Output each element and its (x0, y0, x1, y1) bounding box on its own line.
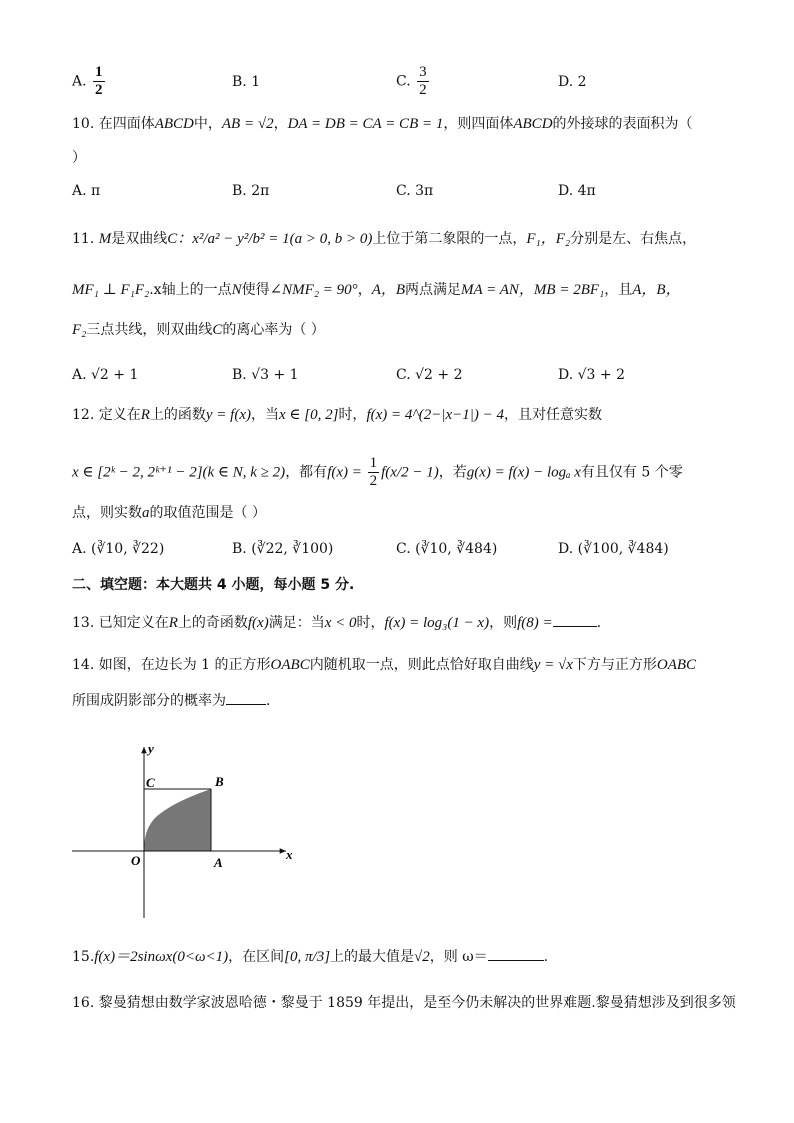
q12-option-a: A. (∛10, ∛22) (72, 541, 165, 557)
q14-answer-blank (226, 692, 266, 705)
q9-option-c-fraction (417, 64, 429, 99)
q13-math: f(x) = log₃(1 − x) (384, 615, 490, 631)
q9-option-c-label: C. (396, 73, 411, 90)
q10-math: DA = DB = CA = CB = 1 (287, 116, 444, 132)
fraction-denominator: 2 (95, 82, 103, 98)
q13-text: 满足：当 (268, 615, 325, 631)
q9-option-a-fraction (93, 64, 105, 99)
axis-label-x: x (286, 847, 293, 862)
q9-option-b: B. 1 (232, 74, 261, 90)
q11-math: ∠NMF₂ = 90° (269, 282, 358, 298)
q15-text: ，则 ω＝ (429, 949, 488, 965)
q10-text: 的外接球的表面积为（ (552, 116, 693, 132)
q12-text: 点，则实数 (72, 505, 142, 521)
q10-text: 中， (193, 116, 222, 132)
q14-math: OABC (270, 657, 310, 673)
q13-text: ，则 (489, 615, 518, 631)
q15-answer-blank (488, 948, 544, 961)
q11-text: 三点共线，则双曲线 (86, 322, 213, 338)
q12-math: a (142, 505, 150, 521)
q10-option-b: B. 2π (232, 183, 270, 199)
q12-text: 12. 定义在 (72, 407, 141, 423)
q14-math: OABC (656, 657, 697, 673)
q13-math: R (168, 615, 178, 631)
shaded-region (144, 789, 211, 851)
q15-text: 15. (72, 949, 95, 965)
q11-line-2 (72, 280, 681, 300)
q12-text: 有且仅有 5 个零 (580, 464, 683, 481)
q11-line-1 (72, 229, 696, 249)
q11-option-a: A. √2 + 1 (72, 367, 139, 383)
q12-text: 时， (338, 407, 367, 423)
q15-math: √2 (414, 949, 430, 965)
q11-math: x²/a² − y²/b² = 1(a > 0, b > 0) (192, 231, 373, 247)
q12-text: ，且对任意实数 (503, 407, 602, 423)
q10-text: 10. 在四面体 (72, 116, 155, 132)
q12-text: ，当 (251, 407, 279, 423)
q11-math: N (231, 282, 242, 298)
q11-text: 的离心率为（ ） (222, 322, 325, 338)
q15-math: [0, π/3] (284, 949, 331, 965)
q12-math: f(x) = 4^(2−|x−1|) − 4 (366, 407, 504, 423)
q15-text: . (543, 949, 549, 965)
q11-text: .x轴上的一点 (149, 282, 232, 298)
q11-option-c: C. √2 + 2 (396, 367, 463, 383)
q13-math: x < 0 (324, 615, 357, 631)
q12-math: R (140, 407, 150, 423)
q14-line-2 (72, 691, 270, 711)
q12-line-2 (72, 455, 683, 490)
q9-option-a (72, 64, 107, 99)
q13-text: 时， (356, 615, 385, 631)
section-heading-fill-in: 二、填空题：本大题共 4 小题，每小题 5 分. (72, 577, 355, 593)
point-label-b: B (215, 774, 224, 789)
q13-answer-blank (553, 614, 597, 627)
fraction-numerator: 1 (95, 64, 103, 80)
q12-math: y = f(x) (205, 407, 251, 423)
q10-math: ABCD (154, 116, 194, 132)
q10-text: ， (273, 116, 288, 132)
q12-text: ，若 (438, 464, 467, 481)
q11-text: 上位于第二象限的一点， (372, 231, 527, 247)
q11-math: MF₁ ⊥ F₁F₂ (72, 282, 150, 298)
axis-label-y: y (148, 741, 154, 756)
q9-option-d: D. 2 (558, 74, 587, 90)
q11-text: 是双曲线 (111, 231, 168, 247)
q12-text: ，都有 (285, 464, 328, 481)
q10-math: AB = √2 (221, 116, 274, 132)
q12-option-b: B. (∛22, ∛100) (232, 541, 334, 557)
q10-close-paren: ） (72, 150, 86, 166)
q13-stem (72, 613, 601, 633)
q9-option-a-label: A. (72, 73, 87, 90)
q11-text: 使得 (241, 282, 270, 298)
q10-option-c: C. 3π (396, 183, 434, 199)
fraction-denominator: 2 (369, 473, 378, 489)
q11-text: ，且 (604, 282, 633, 298)
q10-option-a: A. π (72, 183, 101, 199)
q12-math: x ∈ [2ᵏ − 2, 2ᵏ⁺¹ − 2](k ∈ N, k ≥ 2) (72, 464, 286, 481)
q10-stem (72, 114, 693, 134)
point-label-c: C (146, 775, 155, 790)
q12-math: x ∈ [0, 2] (279, 407, 339, 423)
q13-math: f(8) = (517, 615, 553, 631)
q10-math: ABCD (513, 116, 553, 132)
q11-line-3 (72, 320, 325, 340)
q10-option-d: D. 4π (558, 183, 596, 199)
q15-stem (72, 947, 548, 967)
q11-math: A，B， (632, 282, 681, 298)
q12-math: f(x) = (327, 464, 366, 481)
fraction-numerator: 1 (369, 455, 378, 471)
q14-math: y = √x (533, 657, 573, 673)
q14-text: 所围成阴影部分的概率为 (72, 693, 226, 709)
q11-math: F₁，F₂ (526, 231, 571, 247)
q11-text: ， (357, 282, 372, 298)
q13-text: 13. 已知定义在 (72, 615, 169, 631)
q11-math: MA = AN，MB = 2BF₁ (461, 282, 605, 298)
point-label-a: A (214, 855, 223, 870)
q16-stem: 16. 黎曼猜想由数学家波恩哈德・黎曼于 1859 年提出，是至今仍未解决的世界难题.黎曼猜想涉及到很多领 (72, 995, 736, 1011)
q11-text: 分别是左、右焦点， (570, 231, 697, 247)
q15-math: f(x)＝2sinωx(0<ω<1) (94, 949, 229, 965)
q12-text: 的取值范围是（ ） (149, 505, 266, 521)
q12-math: f(x/2 − 1) (381, 464, 439, 481)
q12-fraction (368, 455, 380, 490)
q14-text: 下方与正方形 (572, 657, 657, 673)
sqrt-curve-figure (60, 735, 310, 925)
q10-text: ，则四面体 (443, 116, 514, 132)
q14-text: . (266, 693, 271, 709)
q14-text: 14. 如图，在边长为 1 的正方形 (72, 657, 271, 673)
q12-option-c: C. (∛10, ∛484) (396, 541, 498, 557)
q12-line-1 (72, 405, 602, 425)
q14-text: 内随机取一点，则此点恰好取自曲线 (309, 657, 534, 673)
q11-math: F₂ (72, 322, 87, 338)
q12-text: 上的函数 (149, 407, 206, 423)
q13-text: 上的奇函数 (177, 615, 248, 631)
q14-line-1 (72, 655, 696, 675)
q15-text: ，在区间 (228, 949, 285, 965)
fraction-denominator: 2 (419, 82, 427, 98)
q11-text: 两点满足 (405, 282, 462, 298)
q13-math: f(x) (247, 615, 269, 631)
fraction-numerator: 3 (419, 64, 427, 80)
q15-text: 上的最大值是 (330, 949, 415, 965)
q11-option-d: D. √3 + 2 (558, 367, 625, 383)
q11-math: M (98, 231, 112, 247)
q11-math: C： (167, 231, 193, 247)
q11-option-b: B. √3 + 1 (232, 367, 299, 383)
q9-option-c (396, 64, 431, 99)
q13-text: . (596, 615, 602, 631)
q12-math: g(x) = f(x) − logₐ x (466, 464, 581, 481)
q11-math: C (212, 322, 223, 338)
q11-math: A，B (371, 282, 406, 298)
q12-option-d: D. (∛100, ∛484) (558, 541, 669, 557)
point-label-o: O (131, 853, 141, 868)
q12-line-3 (72, 503, 266, 523)
q11-text: 11. (72, 231, 95, 247)
